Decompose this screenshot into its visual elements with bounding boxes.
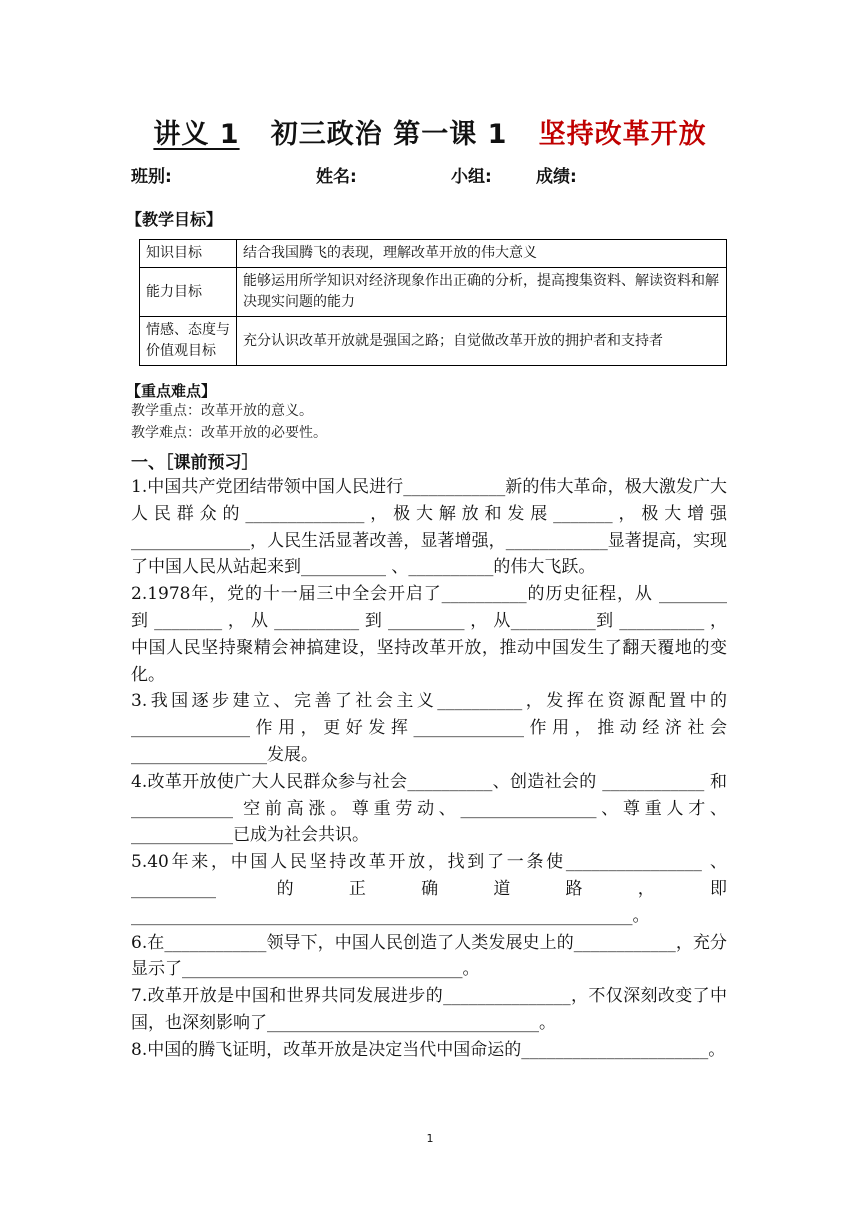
list-item: 1.中国共产党团结带领中国人民进行____________新的伟大革命，极大激发广大人民群众的______________，极大解放和发展_______，极大增强______________，人民生活显著改善，显著增强，____________显著提高，实现了中国人民从站起来到__________ 、__________的伟大飞跃。: [131, 477, 727, 578]
keypoints-heading: 【重点难点】: [126, 382, 217, 400]
goal-text: 结合我国腾飞的表现，理解改革开放的伟大意义: [237, 240, 727, 268]
table-row: [140, 240, 727, 268]
list-item: 2.1978年，党的十一届三中全会开启了__________的历史征程，从 ________ 到 ________ ， 从 __________ 到 _________ ， 从__________到 __________ ，中国人民坚持聚精会神搞建设，坚持改革开放，推动中国发生了翻天覆地的变化。: [131, 584, 727, 685]
list-item: 4.改革开放使广大人民群众参与社会__________、创造社会的 ____________ 和 ____________ 空前高涨。尊重劳动、________________、尊重人才、____________已成为社会共识。: [131, 771, 727, 846]
title-course: 初三政治 第一课 1: [270, 119, 508, 150]
goal-label: 知识目标: [140, 240, 237, 268]
page-number: 1: [426, 1132, 434, 1145]
score-label: 成绩:: [536, 167, 577, 187]
name-label: 姓名:: [316, 167, 357, 187]
group-label: 小组:: [451, 167, 492, 187]
title-topic: 坚持改革开放: [538, 119, 707, 150]
goal-text: 能够运用所学知识对经济现象作出正确的分析，提高搜集资料、解读资料和解决现实问题的能力: [237, 268, 727, 317]
goals-heading: 【教学目标】: [126, 210, 223, 229]
title-lecture-number: 讲义 1: [153, 119, 240, 150]
goal-label: 能力目标: [140, 268, 237, 317]
list-item: 6.在____________领导下，中国人民创造了人类发展史上的____________，充分显示了_________________________________。: [131, 932, 727, 980]
page-title: [0, 112, 860, 151]
goal-text: 充分认识改革开放就是强国之路；自觉做改革开放的拥护者和支持者: [237, 317, 727, 366]
class-label: 班别:: [131, 167, 172, 187]
list-item: 3.我国逐步建立、完善了社会主义__________，发挥在资源配置中的______________作用，更好发挥_____________作用，推动经济社会________________发展。: [131, 691, 727, 765]
list-item: 5.40年来，中国人民坚持改革开放，找到了一条使________________ 、 __________ 的正确道路，即___________________________________________________________。: [131, 852, 727, 926]
goals-table: [139, 239, 727, 366]
table-row: [140, 317, 727, 366]
list-item: 8.中国的腾飞证明，改革开放是决定当代中国命运的______________________。: [131, 1039, 726, 1060]
goal-label: 情感、态度与价值观目标: [140, 317, 237, 366]
preview-items: [131, 474, 727, 1064]
table-row: [140, 268, 727, 317]
teaching-difficulty: 教学难点：改革开放的必要性。: [131, 425, 327, 441]
preview-heading: 一、［课前预习］: [131, 453, 259, 473]
list-item: 7.改革开放是中国和世界共同发展进步的_______________，不仅深刻改变了中国，也深刻影响了________________________________。: [131, 986, 727, 1033]
teaching-focus: 教学重点：改革开放的意义。: [131, 403, 313, 419]
